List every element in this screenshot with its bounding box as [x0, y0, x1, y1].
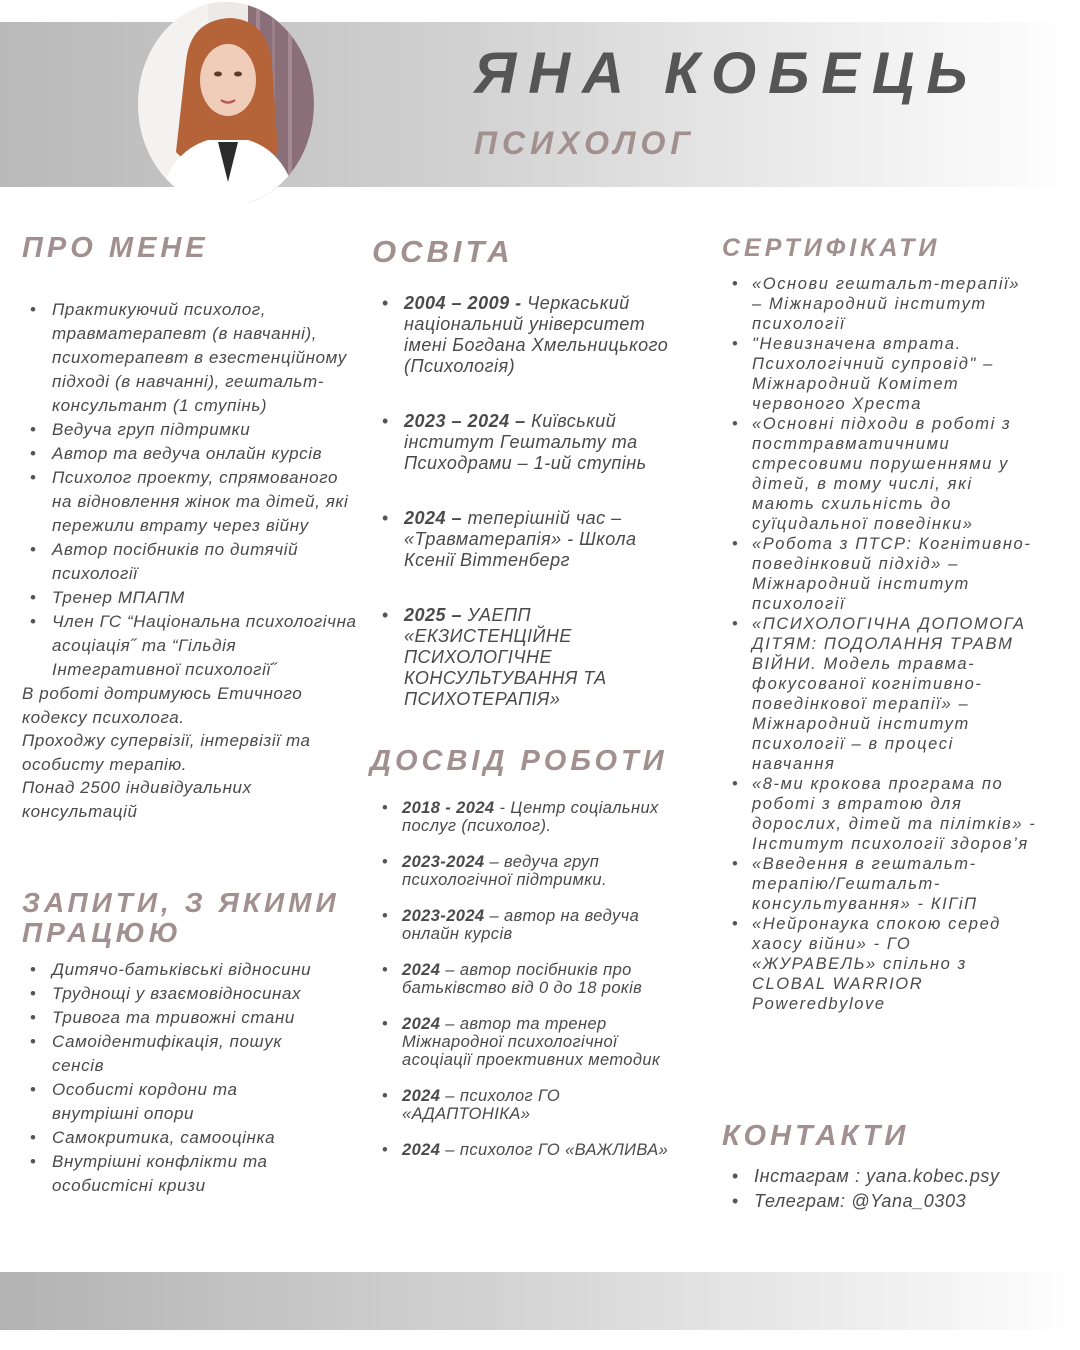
portrait-photo: [138, 2, 314, 206]
list-item: • "Невизначена втрата. Психологічний супровід" – Міжнародний Комітет червоного Хреста: [722, 334, 1037, 414]
list-item: • «Основні підходи в роботі з посттравматичними стресовими порушеннями у дітей, в тому числі, які мають схильність до суїцидальної поведінки»: [722, 414, 1037, 534]
education-section: [372, 293, 692, 744]
list-item: [370, 907, 680, 943]
contacts-section: [722, 1164, 1052, 1214]
list-item: [372, 605, 692, 710]
footer-band: [0, 1272, 1080, 1330]
exp-years: 2023-2024: [402, 853, 485, 871]
exp-text: – психолог ГО «АДАПТОНІКА»: [402, 1087, 561, 1123]
exp-text: – психолог ГО «ВАЖЛИВА»: [440, 1141, 669, 1159]
person-name: ЯНА КОБЕЦЬ: [474, 41, 980, 106]
about-section: [22, 298, 362, 823]
list-item: [370, 799, 680, 835]
about-paragraph: В роботі дотримуюсь Етичного кодексу психолога.: [22, 684, 303, 727]
list-item: [370, 1141, 680, 1159]
exp-text: – автор та тренер Міжнародної психологічної асоціації проективних методик: [402, 1015, 661, 1069]
list-item: [370, 853, 680, 889]
edu-years: 2024 –: [404, 508, 463, 528]
list-item: • «Робота з ПТСР: Когнітивно-поведінковий підхід» – Міжнародний інститут психології: [722, 534, 1037, 614]
exp-text: - Центр соціальних послуг (психолог).: [402, 799, 659, 835]
exp-years: 2024: [402, 1141, 441, 1159]
edu-years: 2004 – 2009 -: [404, 293, 522, 313]
list-item: • Самоідентифікація, пошук сенсів: [22, 1030, 322, 1078]
requests-list: [22, 958, 322, 1198]
person-role: ПСИХОЛОГ: [474, 125, 696, 161]
list-item: [370, 1087, 680, 1123]
edu-text: Черкаський національний університет імені Богдана Хмельницького (Психологія): [404, 293, 669, 376]
exp-years: 2023-2024: [402, 907, 485, 925]
experience-section: [370, 799, 680, 1177]
exp-text: – автор на ведуча онлайн курсів: [402, 907, 640, 943]
list-item: • «Основи гештальт-терапії» – Міжнародний інститут психології: [722, 274, 1037, 334]
education-list: [372, 293, 692, 710]
list-item: [372, 411, 692, 474]
contact-instagram: • Інстаграм : yana.kobec.psy: [722, 1164, 1052, 1189]
list-item: • Практикуючий психолог, травматерапевт (в навчанні), психотерапевт в езестенційному підході (в навчанні), гештальт-консультант (1 ступінь): [22, 298, 362, 418]
certificates-section: [722, 274, 1037, 1014]
edu-years: 2023 – 2024 –: [404, 411, 526, 431]
list-item: • Внутрішні конфлікти та особистісні кризи: [22, 1150, 322, 1198]
certificates-list: [722, 274, 1037, 1014]
experience-heading: ДОСВІД РОБОТИ: [370, 745, 668, 777]
list-item: • Дитячо-батьківські відносини: [22, 958, 322, 982]
exp-text: – ведуча груп психологічної підтримки.: [402, 853, 607, 889]
list-item: • Тренер МПАПМ: [22, 586, 362, 610]
list-item: • «Нейронаука спокою серед хаосу війни» - ГО «ЖУРАВЕЛЬ» спільно з CLOBAL WARRIOR Poweredbylove: [722, 914, 1037, 1014]
list-item: • Ведуча груп підтримки: [22, 418, 362, 442]
list-item: • «Введення в гештальт-терапію/Гештальт-консультування» - КІГіП: [722, 854, 1037, 914]
about-list: [22, 298, 362, 682]
list-item: [372, 293, 692, 377]
requests-heading: ЗАПИТИ, З ЯКИМИ ПРАЦЮЮ: [22, 887, 340, 948]
edu-years: 2025 –: [404, 605, 463, 625]
avatar: [138, 2, 314, 206]
list-item: • Член ГС “Національна психологічна асоціація˝ та “Гільдія Інтегративної психології˝: [22, 610, 362, 682]
list-item: • Самокритика, самооцінка: [22, 1126, 322, 1150]
list-item: • Тривога та тривожні стани: [22, 1006, 322, 1030]
exp-text: – автор посібників про батьківство від 0 до 18 років: [402, 961, 643, 997]
list-item: • Автор посібників по дитячій психології: [22, 538, 362, 586]
experience-list: [370, 799, 680, 1159]
exp-years: 2024: [402, 961, 441, 979]
contacts-list: [722, 1164, 1052, 1214]
requests-section: [22, 958, 322, 1198]
exp-years: 2018 - 2024: [402, 799, 495, 817]
list-item: • Труднощі у взаємовідносинах: [22, 982, 322, 1006]
edu-text: теперішній час – «Травматерапія» - Школа Ксенії Віттенберг: [404, 508, 637, 570]
about-paragraph: Понад 2500 індивідуальних консультацій: [22, 778, 252, 821]
contact-telegram: • Телеграм: @Yana_0303: [722, 1189, 1052, 1214]
list-item: • Психолог проекту, спрямованого на відновлення жінок та дітей, які пережили втрату через війну: [22, 466, 362, 538]
about-paragraph: Проходжу супервізії, інтервізії та особисту терапію.: [22, 731, 311, 774]
exp-years: 2024: [402, 1015, 441, 1033]
exp-years: 2024: [402, 1087, 441, 1105]
edu-text: Київський інститут Гештальту та Психодрами – 1-ий ступінь: [404, 411, 647, 473]
list-item: [372, 508, 692, 571]
edu-text: УАЕПП «ЕКЗИСТЕНЦІЙНЕ ПСИХОЛОГІЧНЕ КОНСУЛЬТУВАННЯ ТА ПСИХОТЕРАПІЯ»: [404, 605, 607, 709]
about-heading: ПРО МЕНЕ: [22, 232, 209, 264]
certificates-heading: СЕРТИФІКАТИ: [722, 234, 941, 262]
list-item: • Автор та ведуча онлайн курсів: [22, 442, 362, 466]
list-item: • Особисті кордони та внутрішні опори: [22, 1078, 322, 1126]
list-item: [370, 961, 680, 997]
list-item: • «8-ми крокова програма по роботі з втратою для дорослих, дітей та пілітків» - Інститут психології здоров’я: [722, 774, 1037, 854]
list-item: [370, 1015, 680, 1069]
contacts-heading: КОНТАКТИ: [722, 1120, 910, 1152]
education-heading: ОСВІТА: [372, 234, 514, 269]
list-item: • «ПСИХОЛОГІЧНА ДОПОМОГА ДІТЯМ: ПОДОЛАННЯ ТРАВМ ВІЙНИ. Модель травма-фокусованої когнітивно-поведінкової терапії» – Міжнародний інститут психології – в процесі навчання: [722, 614, 1037, 774]
